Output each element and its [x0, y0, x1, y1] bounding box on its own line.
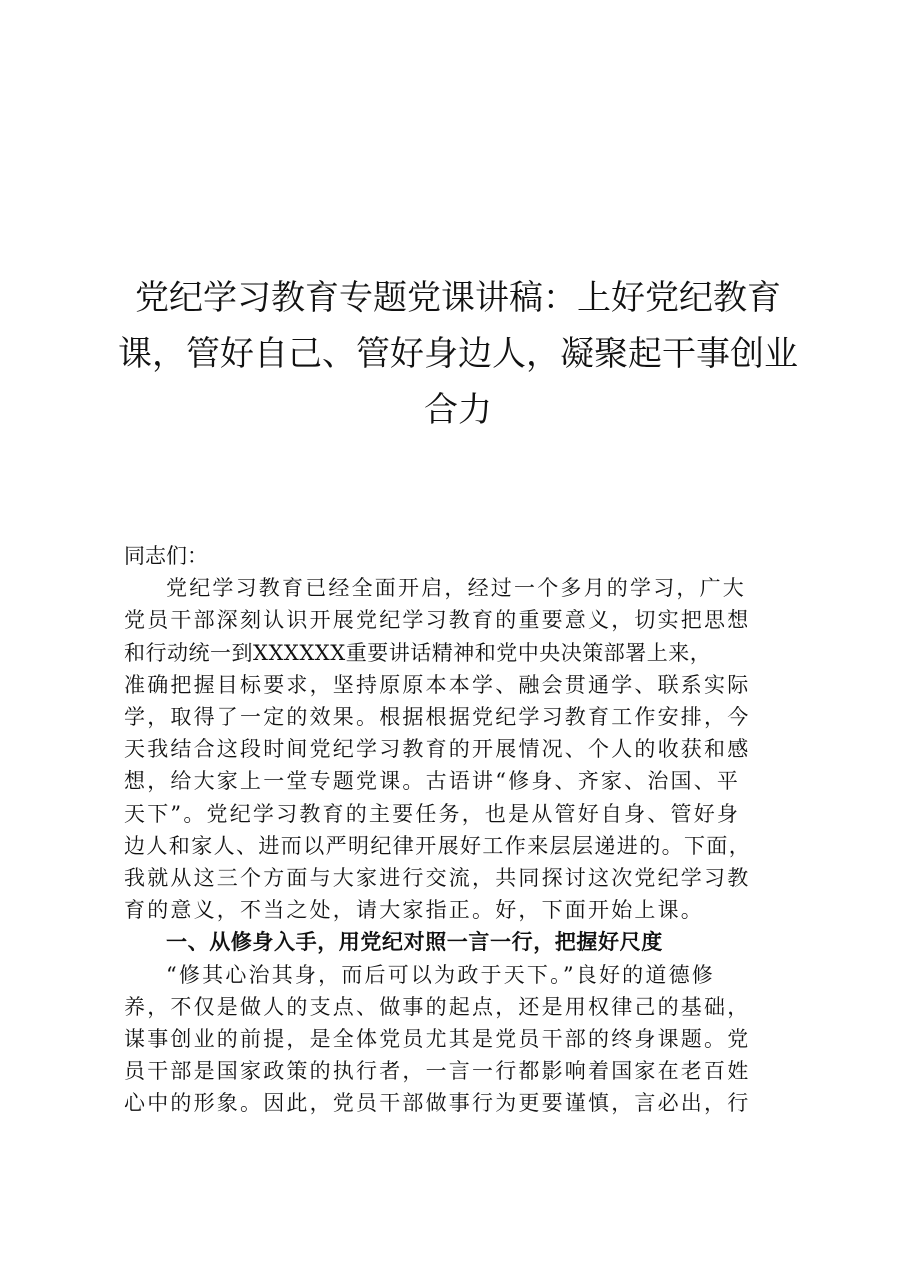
text-line: “修其心治其身，而后可以为政于天下。”良好的道德修 — [166, 962, 715, 987]
title-line: 党纪学习教育专题党课讲稿：上好党纪教育 — [135, 278, 781, 318]
text-line: 谋事创业的前提，是全体党员尤其是党员干部的终身课题。党 — [124, 1027, 751, 1052]
text-line: 想，给大家上一堂专题党课。古语讲“修身、齐家、治国、平 — [124, 769, 741, 794]
text-line: 天我结合这段时间党纪学习教育的开展情况、个人的收获和感 — [124, 737, 751, 762]
text-line: 我就从这三个方面与大家进行交流，共同探讨这次党纪学习教 — [124, 866, 751, 891]
text-line: 育的意义，不当之处，请大家指正。好，下面开始上课。 — [124, 898, 704, 923]
text-line: 党纪学习教育已经全面开启，经过一个多月的学习，广大 — [166, 576, 746, 601]
text-line: 员干部是国家政策的执行者，一言一行都影响着国家在老百姓 — [124, 1059, 751, 1084]
title-line: 课，管好自己、管好身边人，凝聚起干事创业 — [118, 334, 798, 374]
text-line: 边人和家人、进而以严明纪律开展好工作来层层递进的。下面， — [124, 833, 752, 858]
section-paragraph — [124, 959, 800, 1120]
document-title — [118, 270, 798, 438]
text-line: 和行动统一到XXXXXX重要讲话精神和党中央决策部署上来， — [124, 640, 712, 665]
text-line: 党员干部深刻认识开展党纪学习教育的重要意义，切实把思想 — [124, 608, 751, 633]
text-line: 养，不仅是做人的支点、做事的起点，还是用权律己的基础， — [124, 994, 751, 1019]
document-body — [124, 540, 800, 1120]
intro-paragraph — [124, 572, 800, 926]
text-line: 心中的形象。因此，党员干部做事行为更要谨慎，言必出，行 — [124, 1091, 751, 1116]
text-line: 天下”。党纪学习教育的主要任务，也是从管好自身、管好身 — [124, 801, 741, 826]
title-line: 合力 — [424, 390, 492, 430]
section-heading: 一、从修身入手，用党纪对照一言一行，把握好尺度 — [166, 930, 663, 955]
text-line: 学，取得了一定的效果。根据根据党纪学习教育工作安排，今 — [124, 705, 751, 730]
text-line: 准确把握目标要求，坚持原原本本学、融会贯通学、联系实际 — [124, 672, 751, 697]
salutation: 同志们： — [124, 544, 208, 568]
